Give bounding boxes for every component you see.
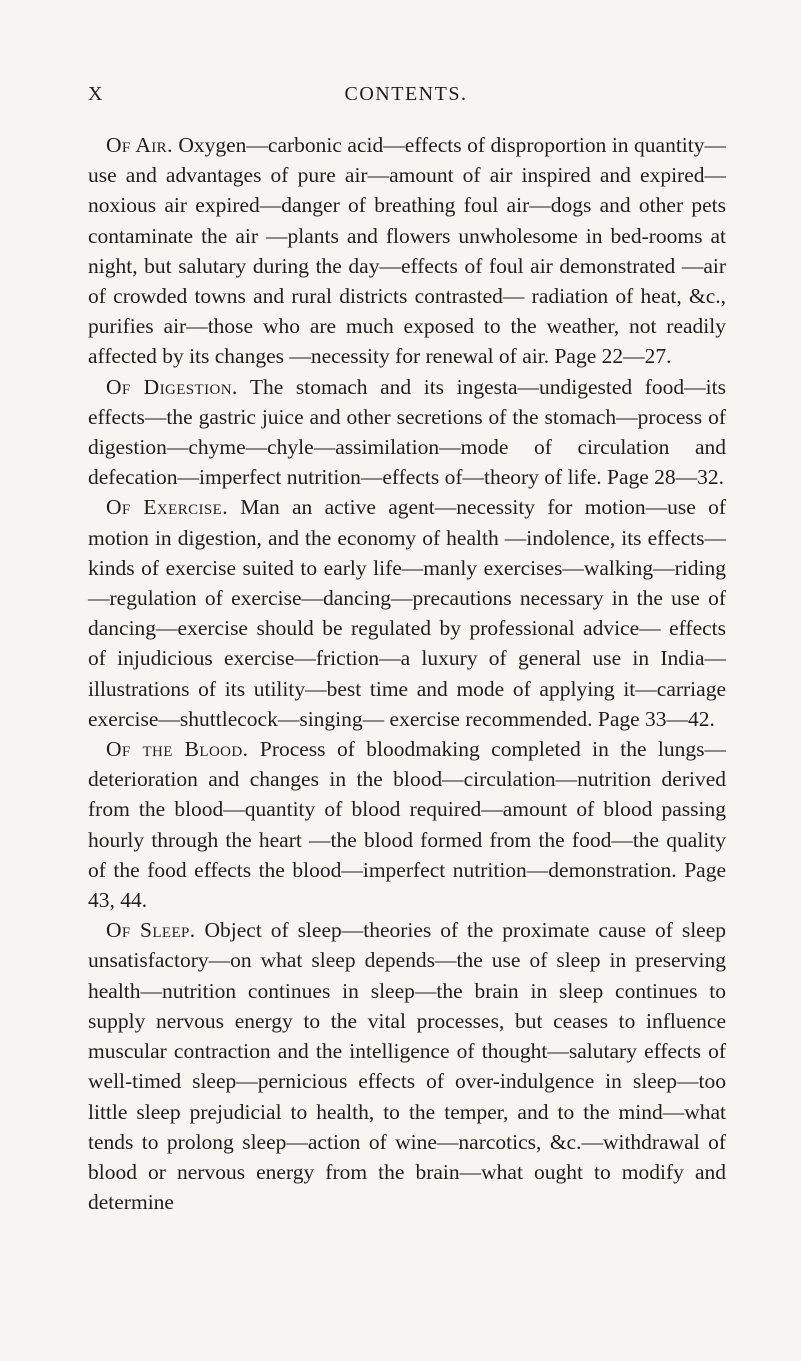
- entry-summary: Man an active agent—necessity for motion—use of motion in digestion, and the economy of health —indolence, its effects—kinds of exercise suited to early life—manly exercises—walking—riding—regulation of exercise—dancing—precautions necessary in the use of dancing—exercise should be regulated by professional advice— effects of injudicious exercise—friction—a luxury of general use in India—illustrations of its utility—best time and mode of applying it—carriage exercise—shuttlecock—singing— exercise recommended.: [88, 495, 726, 731]
- entry-summary: Process of bloodmaking completed in the lungs—deterioration and changes in the blood—circulation—nutrition derived from the blood—quantity of blood required—amount of blood passing hourly through the heart —the blood formed from the food—the quality of the food effects the blood—imperfect nutrition—demonstration.: [88, 737, 727, 882]
- entry-heading: Of Digestion.: [106, 374, 238, 399]
- entry-pages: Page 43, 44.: [88, 857, 727, 913]
- contents-entry-exercise: [88, 492, 726, 734]
- contents-entry-sleep: [88, 915, 726, 1217]
- page-number: X: [88, 83, 104, 105]
- entry-summary: Oxygen—carbonic acid—effects of disproportion in quantity—use and advantages of pure air—amount of air inspired and expired—noxious air expired—danger of breathing foul air—dogs and other pets contaminate the air —plants and flowers unwholesome in bed-rooms at night, but salutary during the day—effects of foul air demonstrated —air of crowded towns and rural districts contrasted— radiation of heat, &c., purifies air—those who are much exposed to the weather, not readily affected by its changes —necessity for renewal of air.: [88, 133, 727, 369]
- entry-heading: Of Air.: [106, 133, 173, 157]
- contents-text: [88, 130, 726, 1217]
- contents-entry-blood: [88, 734, 726, 915]
- entry-heading: Of the Blood.: [106, 737, 249, 762]
- page-title: CONTENTS.: [344, 83, 468, 105]
- entry-heading: Of Exercise.: [106, 495, 228, 520]
- entry-summary: Object of sleep—theories of the proximate cause of sleep unsatisfactory—on what sleep depends—the use of sleep in preserving health—nutrition continues in sleep—the brain in sleep continues to supply nervous energy to the vital processes, but ceases to influence muscular contraction and the intelligence of thought—salutary effects of well-timed sleep—pernicious effects of over-indulgence in sleep—too little sleep prejudicial to health, to the temper, and to the mind—what tends to prolong sleep—action of wine—narcotics, &c.—withdrawal of blood or nervous energy from the brain—what ought to modify and determine: [88, 918, 727, 1215]
- entry-pages: Page 28—32.: [607, 465, 725, 490]
- running-head: [88, 83, 724, 107]
- entry-pages: Page 22—27.: [554, 344, 672, 369]
- entry-summary: The stomach and its ingesta—undigested food—its effects—the gastric juice and other secretions of the stomach—process of digestion—chyme—chyle—assimilation—mode of circulation and defecation—imperfect nutrition—effects of—theory of life.: [88, 374, 726, 490]
- contents-entry-air: [88, 130, 726, 372]
- entry-heading: Of Sleep.: [106, 918, 196, 943]
- entry-pages: Page 33—42.: [597, 706, 715, 731]
- contents-entry-digestion: [88, 372, 726, 493]
